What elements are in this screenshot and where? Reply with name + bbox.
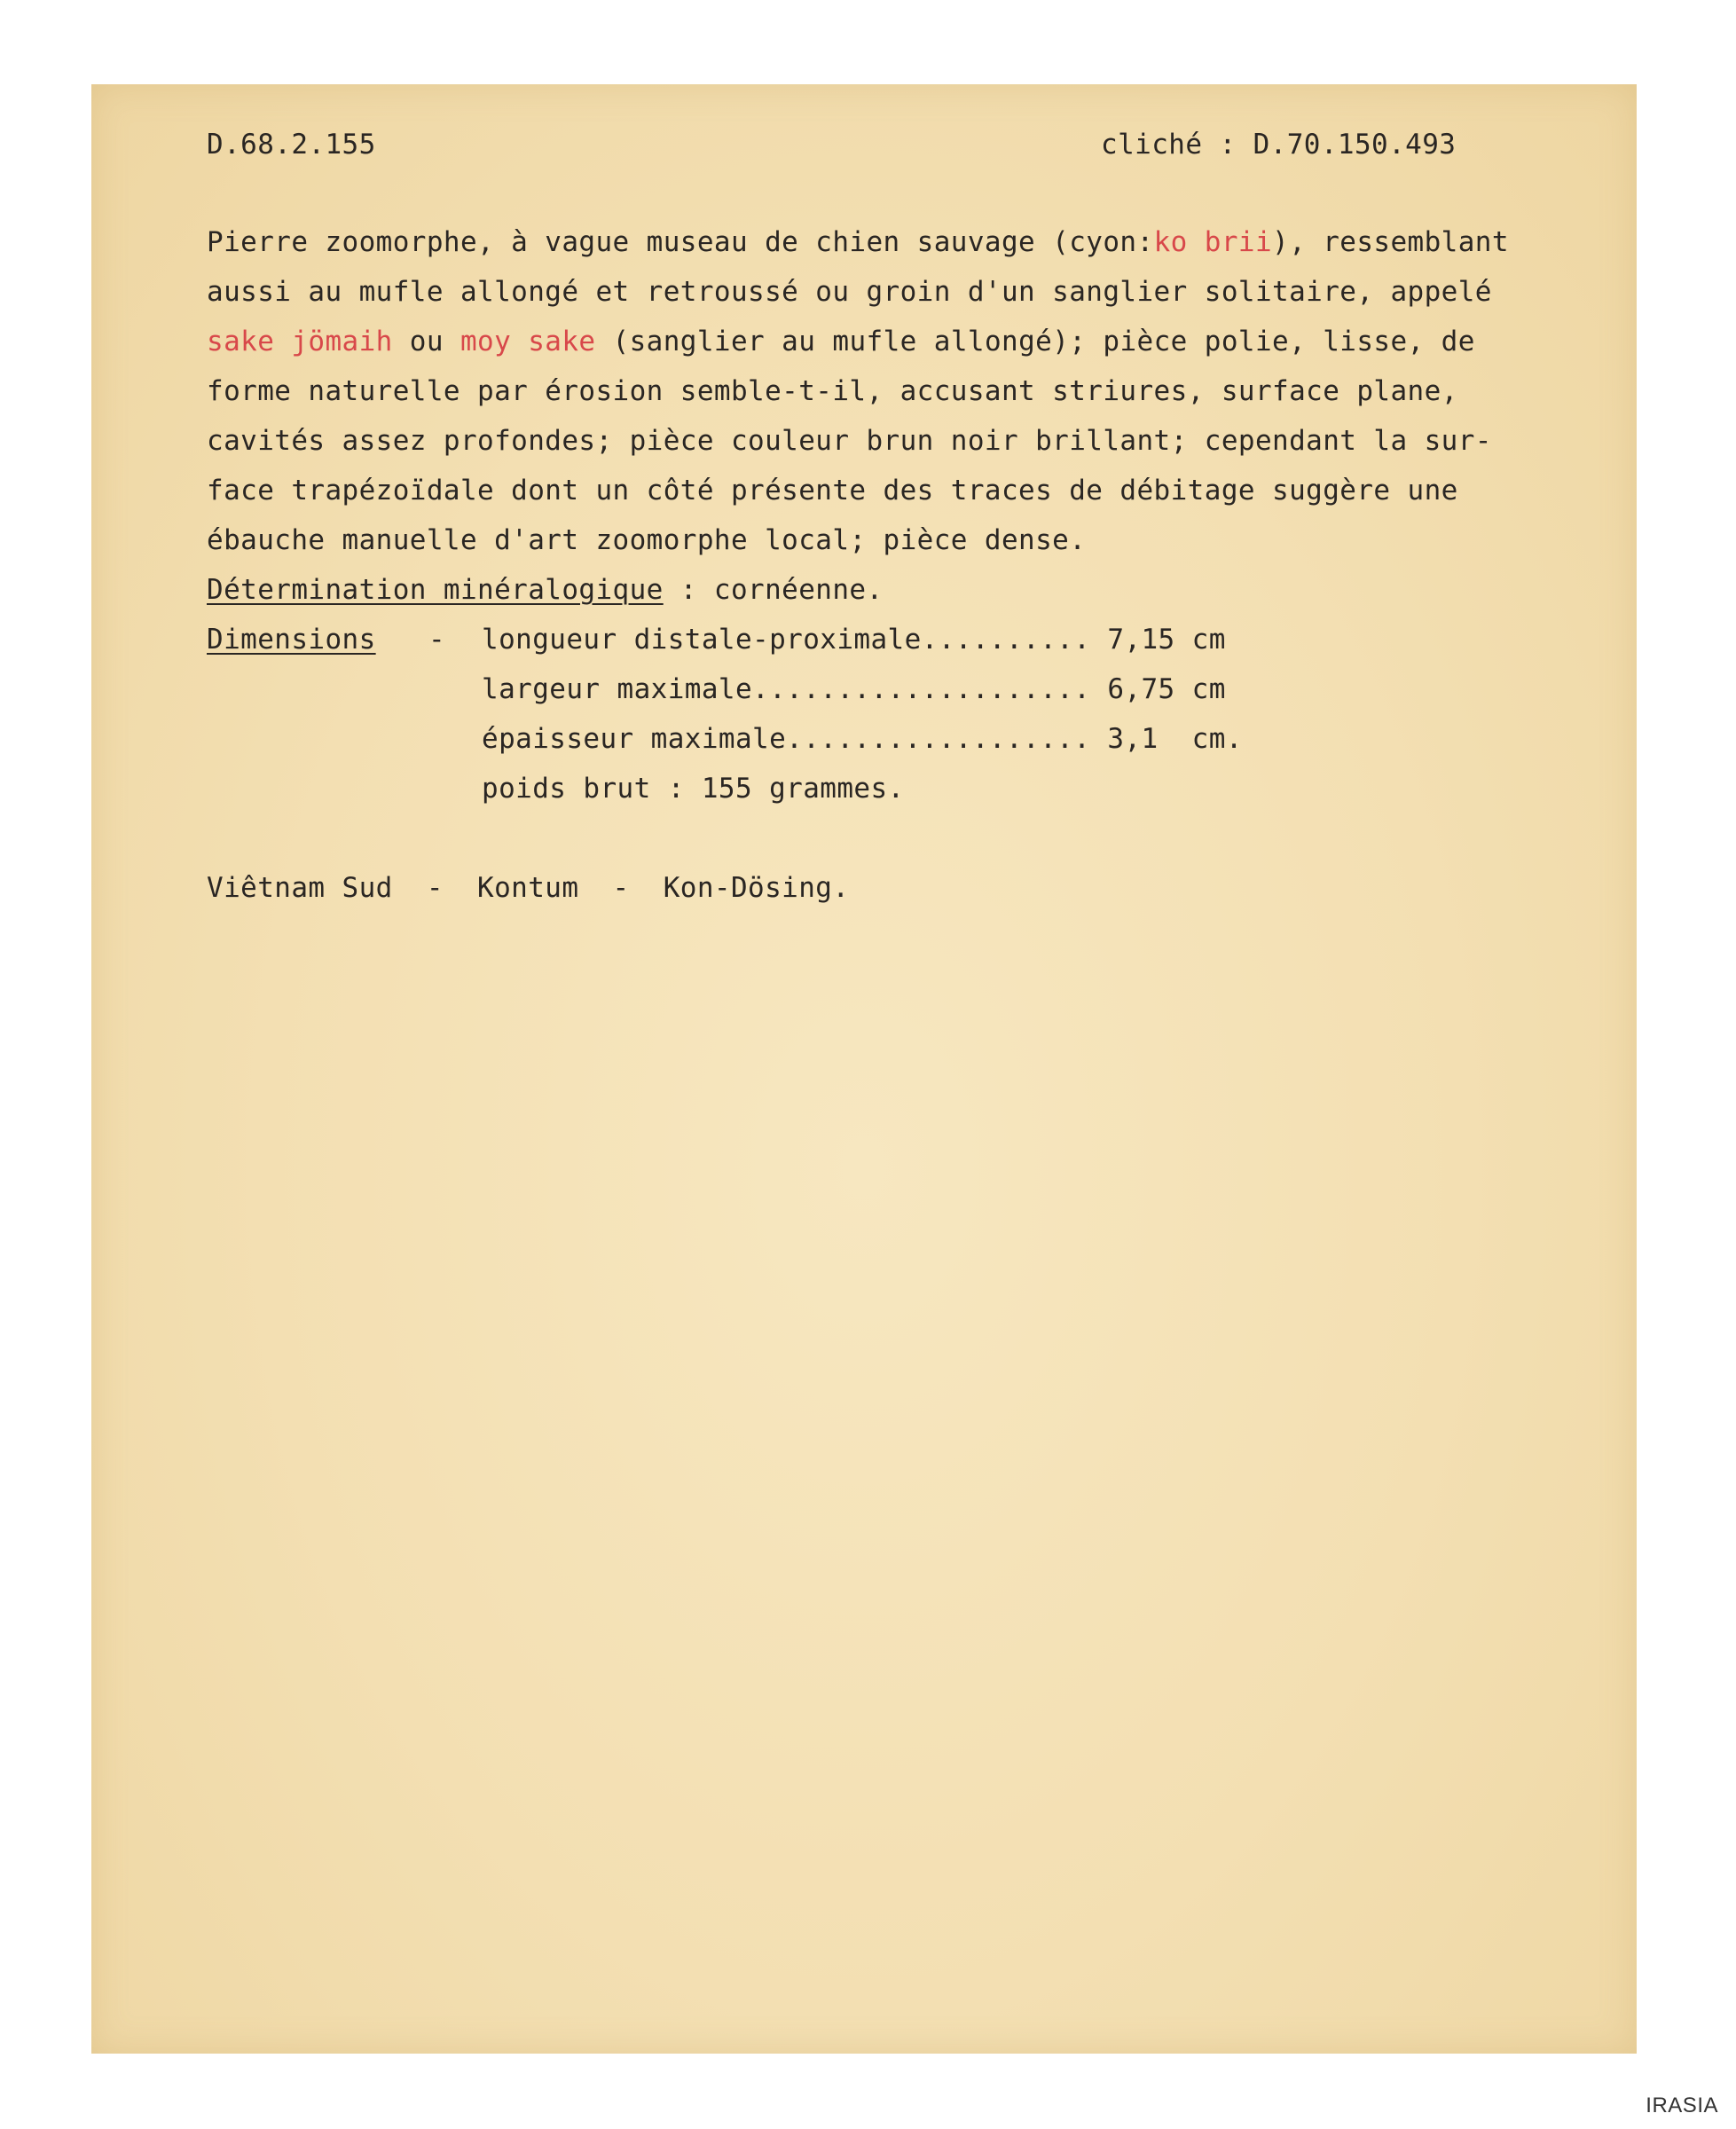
- weight-row: poids brut : 155 grammes.: [482, 773, 905, 805]
- description-text: (sanglier au mufle allongé); pièce polie, lisse, de: [595, 326, 1475, 357]
- dimensions-label: Dimensions: [207, 624, 376, 656]
- dimension-row: longueur distale-proximale.......... 7,15 cm: [482, 624, 1226, 656]
- description-line-5: cavités assez profondes; pièce couleur brun noir brillant; cependant la sur-: [207, 425, 1492, 457]
- description-text: Pierre zoomorphe, à vague museau de chien sauvage (cyon:: [207, 226, 1154, 258]
- location-line: Viêtnam Sud - Kontum - Kon-Dösing.: [207, 872, 850, 904]
- irasia-watermark: IRASIA: [1646, 2094, 1718, 2117]
- dimensions-dash: -: [428, 624, 446, 656]
- description-line-7: ébauche manuelle d'art zoomorphe local; pièce dense.: [207, 524, 1087, 556]
- mineralogy-value: : cornéenne.: [663, 574, 884, 606]
- inventory-number: D.68.2.155: [207, 129, 376, 161]
- description-text: ), ressemblant: [1272, 226, 1509, 258]
- description-line-6: face trapézoïdale dont un côté présente des traces de débitage suggère une: [207, 475, 1458, 507]
- dimension-row: largeur maximale.................... 6,75 cm: [482, 673, 1226, 705]
- local-term: moy sake: [460, 326, 596, 357]
- description-line-3: [207, 326, 1475, 357]
- description-line-2: aussi au mufle allongé et retroussé ou groin d'un sanglier solitaire, appelé: [207, 276, 1492, 308]
- local-term: sake jömaih: [207, 326, 393, 357]
- mineralogy-line: [207, 574, 884, 606]
- description-text: ou: [392, 326, 460, 357]
- photo-reference: cliché : D.70.150.493: [1101, 129, 1457, 161]
- dimension-row: épaisseur maximale.................. 3,1 cm.: [482, 723, 1243, 755]
- local-term: ko brii: [1153, 226, 1273, 258]
- document-page: [91, 84, 1637, 2054]
- mineralogy-label: Détermination minéralogique: [207, 574, 664, 606]
- description-line-1: [207, 226, 1509, 258]
- description-line-4: forme naturelle par érosion semble-t-il, accusant striures, surface plane,: [207, 375, 1458, 407]
